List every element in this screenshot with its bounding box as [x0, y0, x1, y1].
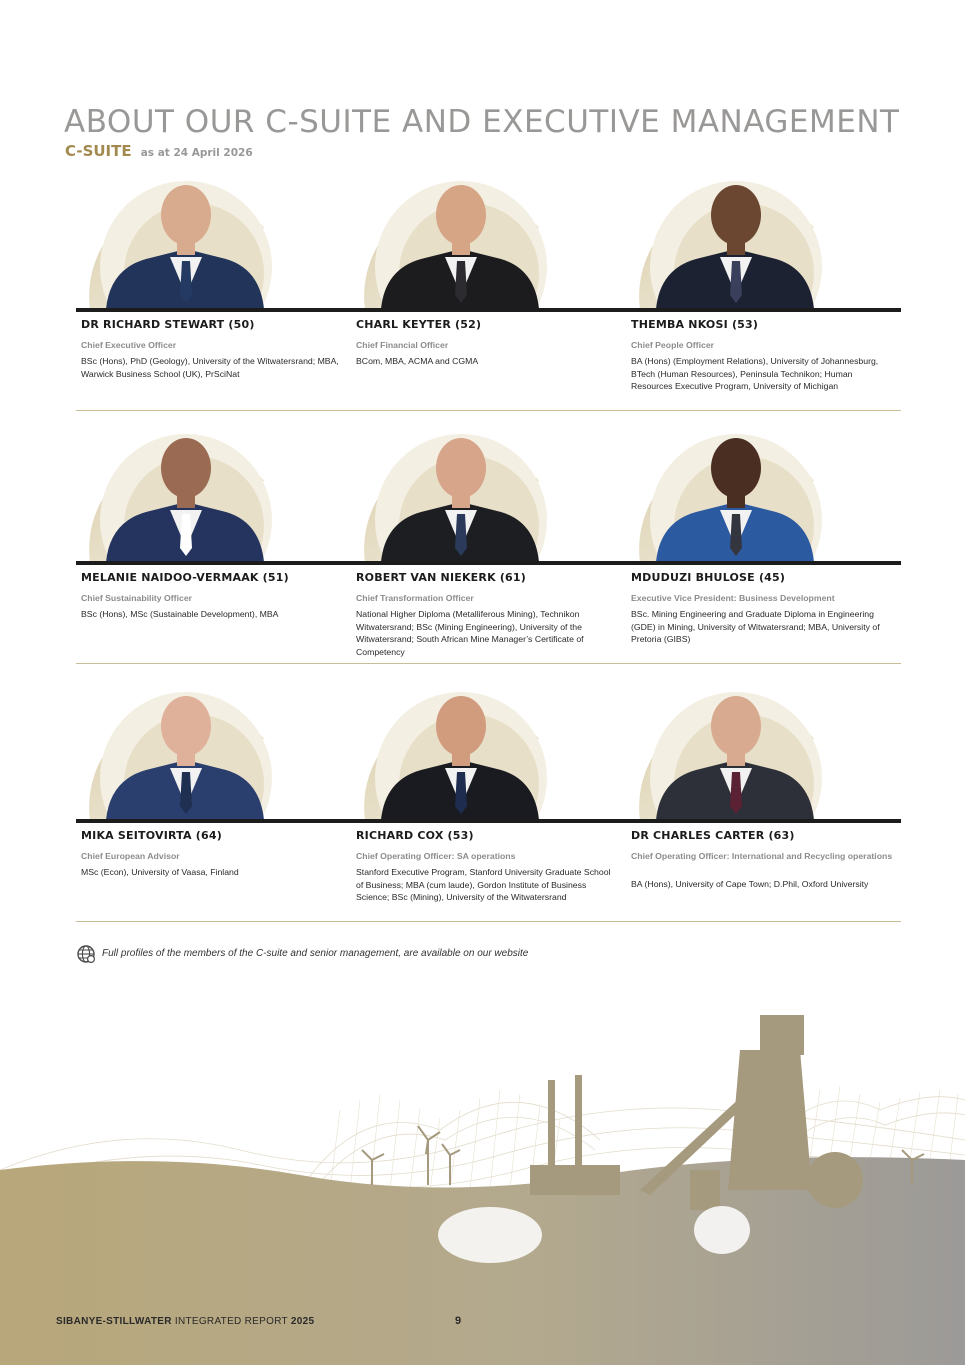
executive-qualifications: BA (Hons) (Employment Relations), University of Johannesburg, BTech (Human Resources), Peninsula Technikon; Human Resources Executive Program, University of Michigan — [631, 356, 879, 392]
executive-card — [76, 177, 351, 433]
executive-photo — [76, 688, 351, 820]
executive-photo — [351, 177, 626, 309]
card-bottom-rule — [626, 921, 901, 922]
executive-name: ROBERT VAN NIEKERK (61) — [356, 571, 526, 584]
executive-qualifications: BSc (Hons), MSc (Sustainable Development), MBA — [81, 609, 279, 619]
executive-role: Chief Financial Officer — [356, 340, 449, 350]
executive-card — [626, 177, 901, 433]
footnote-text: Full profiles of the members of the C-suite and senior management, are available on our website — [102, 948, 529, 959]
card-top-rule — [626, 561, 901, 565]
card-bottom-rule — [76, 410, 351, 411]
executive-name: CHARL KEYTER (52) — [356, 318, 482, 331]
card-top-rule — [351, 561, 626, 565]
executive-name: MDUDUZI BHULOSE (45) — [631, 571, 786, 584]
executive-qualifications: BSc. Mining Engineering and Graduate Diploma in Engineering (GDE) in Mining, University of Witwatersrand; MBA, University of Pretoria (GIBS) — [631, 609, 880, 645]
executive-photo — [351, 430, 626, 562]
executive-qualifications: MSc (Econ), University of Vaasa, Finland — [81, 867, 239, 877]
card-top-rule — [76, 561, 351, 565]
card-top-rule — [351, 819, 626, 823]
executive-role: Chief Executive Officer — [81, 340, 177, 350]
mining-landscape-illustration — [0, 990, 965, 1365]
card-bottom-rule — [351, 410, 626, 411]
executive-card — [626, 688, 901, 944]
card-bottom-rule — [351, 921, 626, 922]
executive-photo — [626, 177, 901, 309]
executive-card — [626, 430, 901, 686]
executive-role: Chief People Officer — [631, 340, 715, 350]
executive-photo — [626, 688, 901, 820]
executive-card — [351, 177, 626, 433]
executive-qualifications: BA (Hons), University of Cape Town; D.Phil, Oxford University — [631, 879, 869, 889]
executive-photo — [626, 430, 901, 562]
executive-qualifications: BCom, MBA, ACMA and CGMA — [356, 356, 479, 366]
executive-card — [76, 430, 351, 686]
executive-card — [351, 688, 626, 944]
executive-card — [351, 430, 626, 686]
card-top-rule — [626, 819, 901, 823]
executive-name: RICHARD COX (53) — [356, 829, 474, 842]
card-top-rule — [76, 308, 351, 312]
executive-role: Chief European Advisor — [81, 851, 180, 861]
executive-qualifications: National Higher Diploma (Metalliferous Mining), Technikon Witwatersrand; BSc (Mining Engineering), University of the Witwatersrand; South African Mine Manager’s Certificate of Competency — [356, 609, 584, 658]
executive-name: DR CHARLES CARTER (63) — [631, 829, 795, 842]
card-top-rule — [626, 308, 901, 312]
executive-photo — [351, 688, 626, 820]
as-at-date: as at 24 April 2026 — [140, 147, 253, 159]
footer-year: 2025 — [290, 1316, 315, 1327]
footer-company: SIBANYE-STILLWATER — [56, 1316, 172, 1327]
card-top-rule — [76, 819, 351, 823]
executive-photo — [76, 177, 351, 309]
executive-qualifications: BSc (Hons), PhD (Geology), University of the Witwatersrand; MBA, Warwick Business School (UK), PrSciNat — [81, 356, 339, 379]
executive-role: Chief Operating Officer: International and Recycling operations — [631, 851, 893, 861]
executive-name: THEMBA NKOSI (53) — [631, 318, 759, 331]
card-top-rule — [351, 308, 626, 312]
page-title: ABOUT OUR C-SUITE AND EXECUTIVE MANAGEMENT — [64, 104, 900, 140]
executive-role: Chief Sustainability Officer — [81, 593, 193, 603]
executive-card — [76, 688, 351, 944]
card-bottom-rule — [76, 921, 351, 922]
executive-qualifications: Stanford Executive Program, Stanford University Graduate School of Business; MBA (cum laude), Gordon Institute of Business Science; BSc (Mining), University of the Witwatersrand — [356, 867, 611, 903]
footer-report: INTEGRATED REPORT — [174, 1316, 288, 1327]
executive-name: MIKA SEITOVIRTA (64) — [81, 829, 222, 842]
card-bottom-rule — [351, 663, 626, 664]
executive-role: Executive Vice President: Business Development — [631, 593, 835, 603]
card-bottom-rule — [76, 663, 351, 664]
card-bottom-rule — [626, 663, 901, 664]
executive-photo — [76, 430, 351, 562]
executive-role: Chief Transformation Officer — [356, 593, 474, 603]
section-label: C-SUITE — [65, 142, 132, 160]
globe-icon — [76, 944, 96, 964]
card-bottom-rule — [626, 410, 901, 411]
executive-name: DR RICHARD STEWART (50) — [81, 318, 255, 331]
executive-name: MELANIE NAIDOO-VERMAAK (51) — [81, 571, 289, 584]
section-subtitle — [65, 141, 253, 160]
executive-role: Chief Operating Officer: SA operations — [356, 851, 516, 861]
page-footer — [56, 1316, 314, 1327]
page-number: 9 — [455, 1315, 462, 1327]
